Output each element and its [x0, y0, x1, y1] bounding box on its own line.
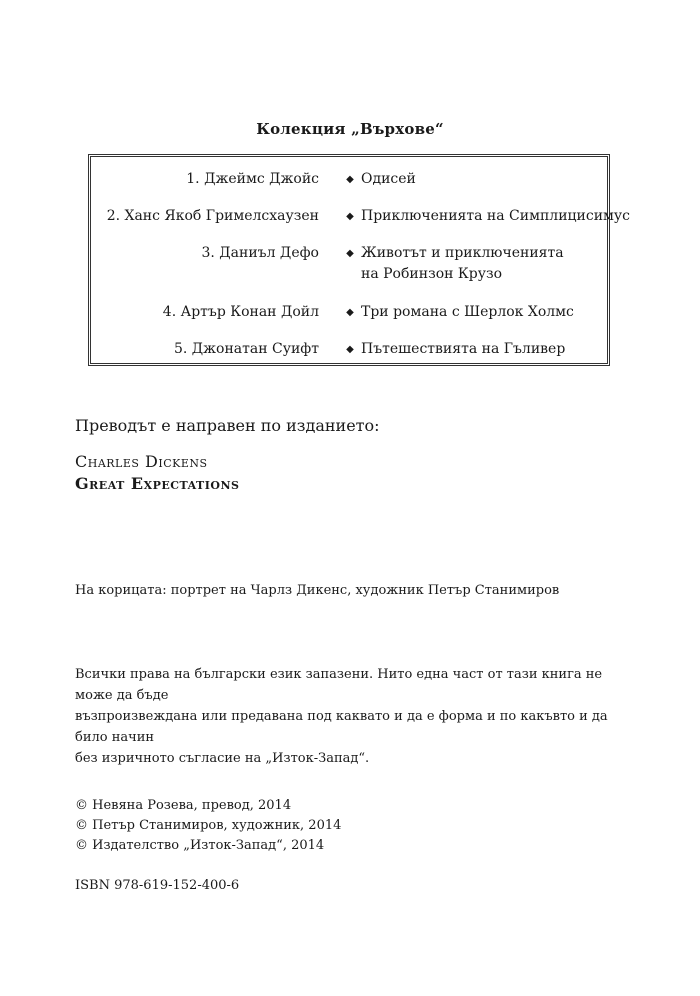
book-title: Три романа с Шерлок Холмс — [361, 304, 574, 320]
translation-note: Преводът е направен по изданието: — [75, 416, 380, 435]
book-author: 5. Джонатан Суифт — [173, 341, 319, 357]
book-author: 4. Артър Конан Дойл — [162, 304, 319, 320]
book-author: 3. Даниъл Дефо — [201, 245, 319, 261]
book-title-continued: на Робинзон Крузо — [361, 266, 503, 282]
book-title: Приключенията на Симплицисимус — [361, 208, 631, 224]
copyright-line: © Невяна Розева, превод, 2014 — [75, 798, 292, 813]
bullet-diamond-icon: ◆ — [346, 248, 354, 259]
book-title: Одисей — [361, 171, 416, 187]
book-author: 1. Джеймс Джойс — [186, 171, 319, 187]
book-author: 2. Ханс Якоб Гримелсхаузен — [106, 208, 319, 224]
rights-line: Всички права на български език запазени. Нито една част от тази книга не може да бъде — [75, 667, 603, 703]
rights-line: възпроизвеждана или предавана под каквато и да е форма и по какъвто и да било начин — [75, 709, 608, 745]
cover-note: На корицата: портрет на Чарлз Дикенс, художник Петър Станимиров — [75, 583, 560, 598]
bullet-diamond-icon: ◆ — [346, 344, 354, 355]
rights-notice — [75, 664, 635, 769]
bullet-diamond-icon: ◆ — [346, 174, 354, 185]
bullet-diamond-icon: ◆ — [346, 211, 354, 222]
copyright-line: © Издателство „Изток-Запад“, 2014 — [75, 838, 325, 853]
book-title: Пътешествията на Гъливер — [361, 341, 566, 357]
rights-line: без изричното съгласие на „Изток-Запад“. — [75, 751, 370, 766]
original-title: Great Expectations — [75, 474, 240, 493]
bullet-diamond-icon: ◆ — [346, 307, 354, 318]
isbn: ISBN 978-619-152-400-6 — [75, 878, 240, 893]
book-title: Животът и приключенията — [361, 245, 564, 261]
collection-title: Колекция „Върхове“ — [256, 120, 444, 138]
collection-box — [88, 154, 631, 366]
copyright-line: © Петър Станимиров, художник, 2014 — [75, 818, 342, 833]
original-author: Charles Dickens — [75, 452, 208, 471]
